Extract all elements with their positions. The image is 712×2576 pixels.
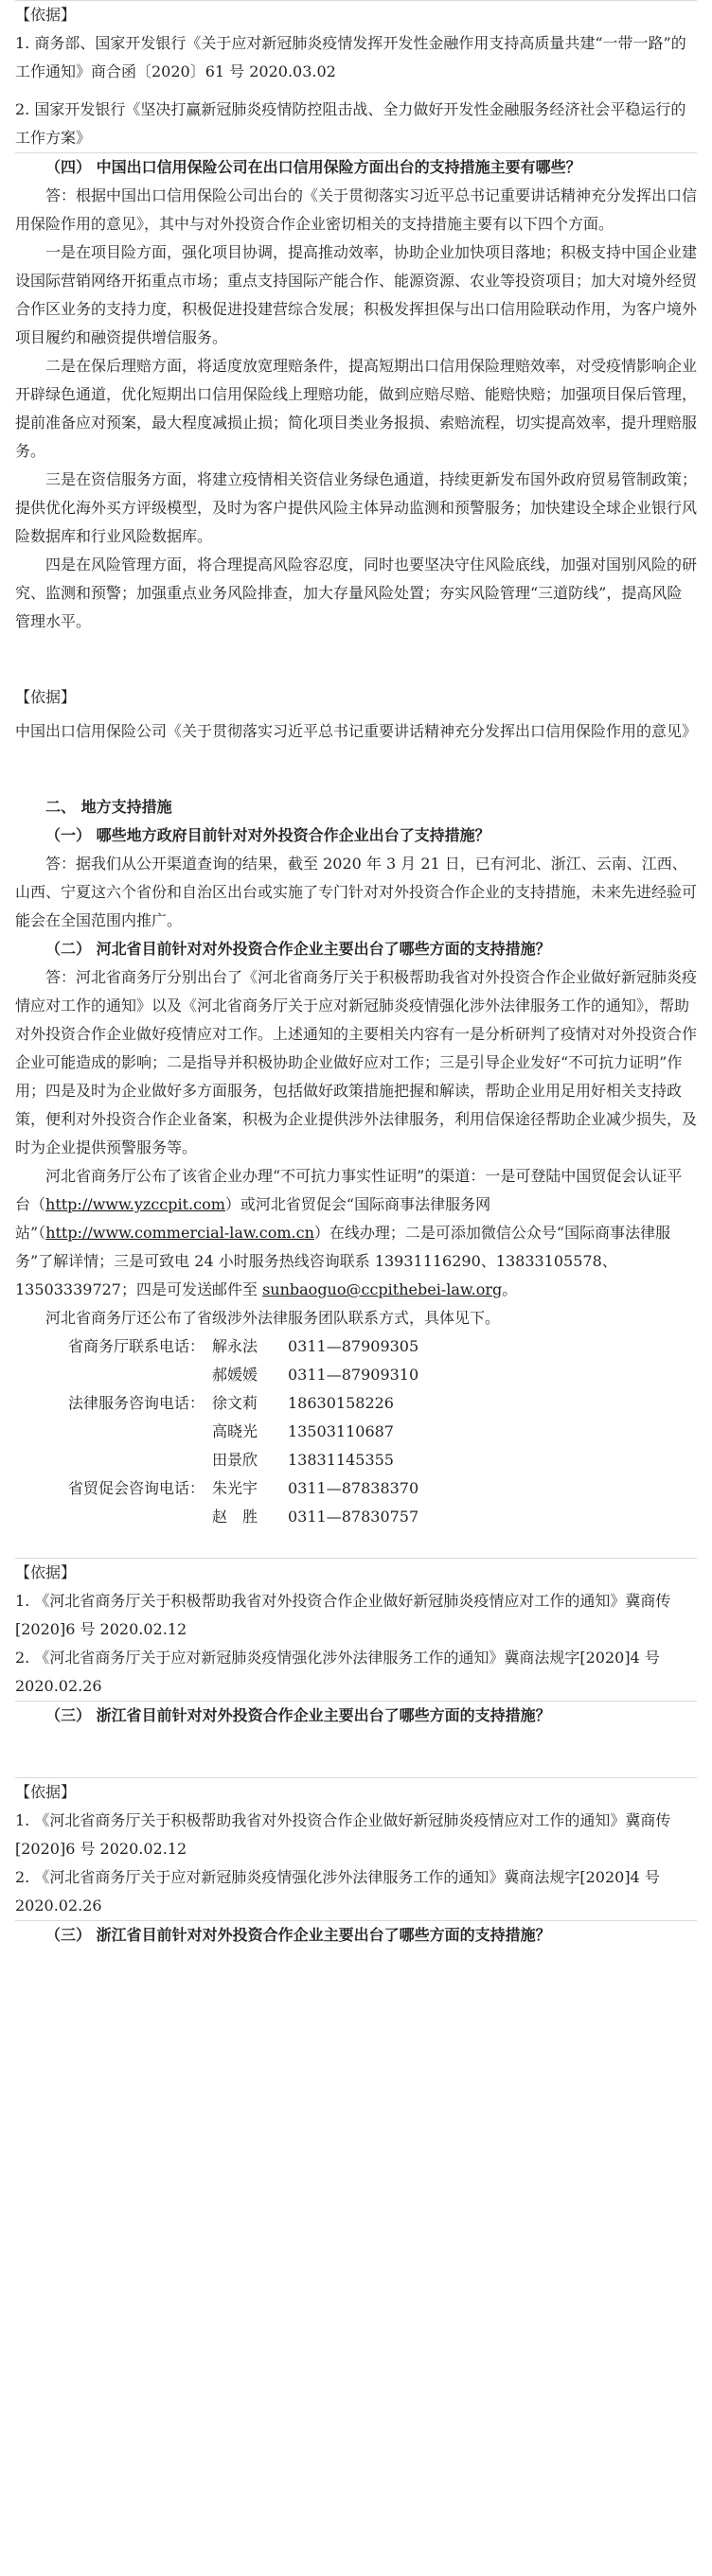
- basis-section-4: [0, 1778, 712, 1920]
- question-heading: （三） 浙江省目前针对对外投资合作企业主要出台了哪些方面的支持措施？: [45, 1706, 551, 1724]
- contact-label: [15, 1446, 212, 1474]
- section-title: 二、 地方支持措施: [45, 798, 172, 816]
- team-intro: 河北省商务厅还公布了省级涉外法律服务团队联系方式，具体见下。: [45, 1309, 501, 1327]
- contact-phone: 18630158226: [288, 1394, 394, 1412]
- question-heading: （四） 中国出口信用保险公司在出口信用保险方面出台的支持措施主要有哪些？: [45, 158, 581, 176]
- question-3-heading-block: [0, 1702, 712, 1730]
- contact-row: [15, 1418, 697, 1446]
- paragraph-text: ）在线办理；二是可添加微信公众号“国际商事法律服务”了解详情；三是可致电 24 小时服务热线咨询联系 13931116290、13833105578、13503339727；四是可发送邮件至: [15, 1224, 671, 1298]
- contact-name: 赵 胜: [212, 1508, 258, 1526]
- contact-row: [15, 1446, 697, 1474]
- basis-item: 1. 商务部、国家开发银行《关于应对新冠肺炎疫情发挥开发性金融作用支持高质量共建“一带一路”的工作通知》商合函〔2020〕61 号 2020.03.02: [15, 34, 686, 80]
- answer-paragraph: 三是在资信服务方面，将建立疫情相关资信业务绿色通道，持续更新发布国外政府贸易管制政策；提供优化海外买方评级模型，及时为客户提供风险主体异动监测和预警服务；加快建设全球企业银行风险数据库和行业风险数据库。: [15, 470, 698, 545]
- paragraph-text: ）或河北省贸促会“国际商事法律服务网站”（: [15, 1195, 491, 1242]
- basis-section-3: [0, 1559, 712, 1701]
- answer-paragraph: 四是在风险管理方面，将合理提高风险容忍度，同时也要坚决守住风险底线，加强对国别风险的研究、监测和预警；加强重点业务风险排查，加大存量风险处置；夯实风险管理“三道防线”，提高风险管理水平。: [15, 556, 698, 630]
- basis-tag: 【依据】: [15, 6, 77, 24]
- contact-phone: 0311—87838370: [288, 1479, 419, 1497]
- contact-row: [15, 1474, 697, 1503]
- answer-paragraph: 答：据我们从公开渠道查询的结果，截至 2020 年 3 月 21 日，已有河北、浙江、云南、江西、山西、宁夏这六个省份和自治区出台或实施了专门针对对外投资合作企业的支持措施，未来先进经验可能会在全国范围内推广。: [15, 855, 698, 929]
- basis-item: 中国出口信用保险公司《关于贯彻落实习近平总书记重要讲话精神充分发挥出口信用保险作用的意见》: [15, 722, 698, 740]
- answer-paragraph: 答：河北省商务厅分别出台了《河北省商务厅关于积极帮助我省对外投资合作企业做好新冠肺炎疫情应对工作的通知》以及《河北省商务厅关于应对新冠肺炎疫情强化涉外法律服务工作的通知》，帮助对外投资合作企业做好疫情应对工作。上述通知的主要相关内容有一是分析研判了疫情对对外投资合作企业可能造成的影响；二是指导并积极协助企业做好应对工作；三是引导企业发好“不可抗力证明”作用；四是及时为企业做好多方面服务，包括做好政策措施把握和解读，帮助企业用足用好相关支持政策，便利对外投资合作企业备案，积极为企业提供涉外法律服务，利用信保途径帮助企业减少损失，及时为企业提供预警服务等。: [15, 968, 698, 1156]
- basis-item: 1. 《河北省商务厅关于积极帮助我省对外投资合作企业做好新冠肺炎疫情应对工作的通知》冀商传[2020]6 号 2020.02.12: [15, 1592, 671, 1638]
- contact-name: 朱光宇: [212, 1479, 258, 1497]
- contact-label: 法律服务咨询电话：: [67, 1394, 205, 1412]
- contact-label: 省贸促会咨询电话：: [67, 1479, 205, 1497]
- answer-paragraph: 一是在项目险方面，强化项目协调，提高推动效率，协助企业加快项目落地；积极支持中国企业建设国际营销网络开拓重点市场；重点支持国际产能合作、能源资源、农业等投资项目；加大对境外经贸合作区业务的支持力度，积极促进投建营综合发展；积极发挥担保与出口信用险联动作用，为客户境外项目履约和融资提供增信服务。: [15, 243, 698, 346]
- basis-item: 2. 《河北省商务厅关于应对新冠肺炎疫情强化涉外法律服务工作的通知》冀商法规字[2020]4 号 2020.02.26: [15, 1649, 660, 1695]
- basis-tag: 【依据】: [15, 688, 77, 706]
- question-heading: （一） 哪些地方政府目前针对对外投资合作企业出台了支持措施？: [45, 826, 490, 844]
- paragraph-text: 河北省商务厅公布了该省企业办理“不可抗力事实性证明”的渠道：一是可登陆中国贸促会认证平台（: [15, 1167, 683, 1213]
- paragraph-text: 。: [502, 1280, 518, 1298]
- contact-phone: 0311—87909310: [288, 1366, 419, 1384]
- contact-name: 解永法: [212, 1337, 258, 1355]
- basis-item: 1. 《河北省商务厅关于积极帮助我省对外投资合作企业做好新冠肺炎疫情应对工作的通知》冀商传[2020]6 号 2020.02.12: [15, 1811, 671, 1858]
- contact-name: 徐文莉: [212, 1394, 258, 1412]
- contact-phone: 13503110687: [288, 1422, 394, 1440]
- contact-label: [15, 1503, 212, 1531]
- local-measures-section: [0, 793, 712, 1531]
- basis-section-2: [0, 683, 712, 746]
- contact-row: [15, 1361, 697, 1389]
- contact-label: [15, 1418, 212, 1446]
- contact-row: [15, 1503, 697, 1531]
- basis-item: 2. 《河北省商务厅关于应对新冠肺炎疫情强化涉外法律服务工作的通知》冀商法规字[2020]4 号 2020.02.26: [15, 1868, 660, 1914]
- basis-section-1: [0, 1, 712, 152]
- contact-phone: 0311—87830757: [288, 1508, 419, 1526]
- contact-name: 高晓光: [212, 1422, 258, 1440]
- contact-phone: 0311—87909305: [288, 1337, 419, 1355]
- contact-name: 田景欣: [212, 1451, 258, 1469]
- yzccpit-link[interactable]: http://www.yzccpit.com: [45, 1195, 225, 1213]
- question-4-section: [0, 153, 712, 636]
- contact-name: 郝媛媛: [212, 1366, 258, 1384]
- force-majeure-paragraph: [15, 1162, 697, 1304]
- question-3-heading-block-repeat: [0, 1921, 712, 1950]
- answer-paragraph: 二是在保后理赔方面，将适度放宽理赔条件，提高短期出口信用保险理赔效率，对受疫情影响企业开辟绿色通道，优化短期出口信用保险线上理赔功能，做到应赔尽赔、能赔快赔；加强项目保后管理，提前准备应对预案，最大程度减损止损；简化项目类业务报损、索赔流程，切实提高效率，提升理赔服务。: [15, 357, 698, 460]
- question-heading: （二） 河北省目前针对对外投资合作企业主要出台了哪些方面的支持措施？: [45, 940, 551, 958]
- contact-label: [15, 1361, 212, 1389]
- commercial-law-link[interactable]: http://www.commercial-law.com.cn: [45, 1224, 314, 1242]
- contact-phone: 13831145355: [288, 1451, 394, 1469]
- contact-row: [15, 1332, 697, 1361]
- basis-tag: 【依据】: [15, 1783, 77, 1801]
- contact-row: [15, 1389, 697, 1418]
- contact-label: 省商务厅联系电话：: [67, 1337, 205, 1355]
- basis-item: 2. 国家开发银行《坚决打赢新冠肺炎疫情防控阻击战、全力做好开发性金融服务经济社会平稳运行的工作方案》: [15, 100, 686, 147]
- email-link[interactable]: sunbaoguo@ccpithebei-law.org: [262, 1280, 503, 1298]
- question-heading: （三） 浙江省目前针对对外投资合作企业主要出台了哪些方面的支持措施？: [45, 1926, 551, 1944]
- basis-tag: 【依据】: [15, 1563, 77, 1581]
- contact-list: [15, 1332, 697, 1531]
- answer-paragraph: 答：根据中国出口信用保险公司出台的《关于贯彻落实习近平总书记重要讲话精神充分发挥出口信用保险作用的意见》，其中与对外投资合作企业密切相关的支持措施主要有以下四个方面。: [15, 186, 698, 233]
